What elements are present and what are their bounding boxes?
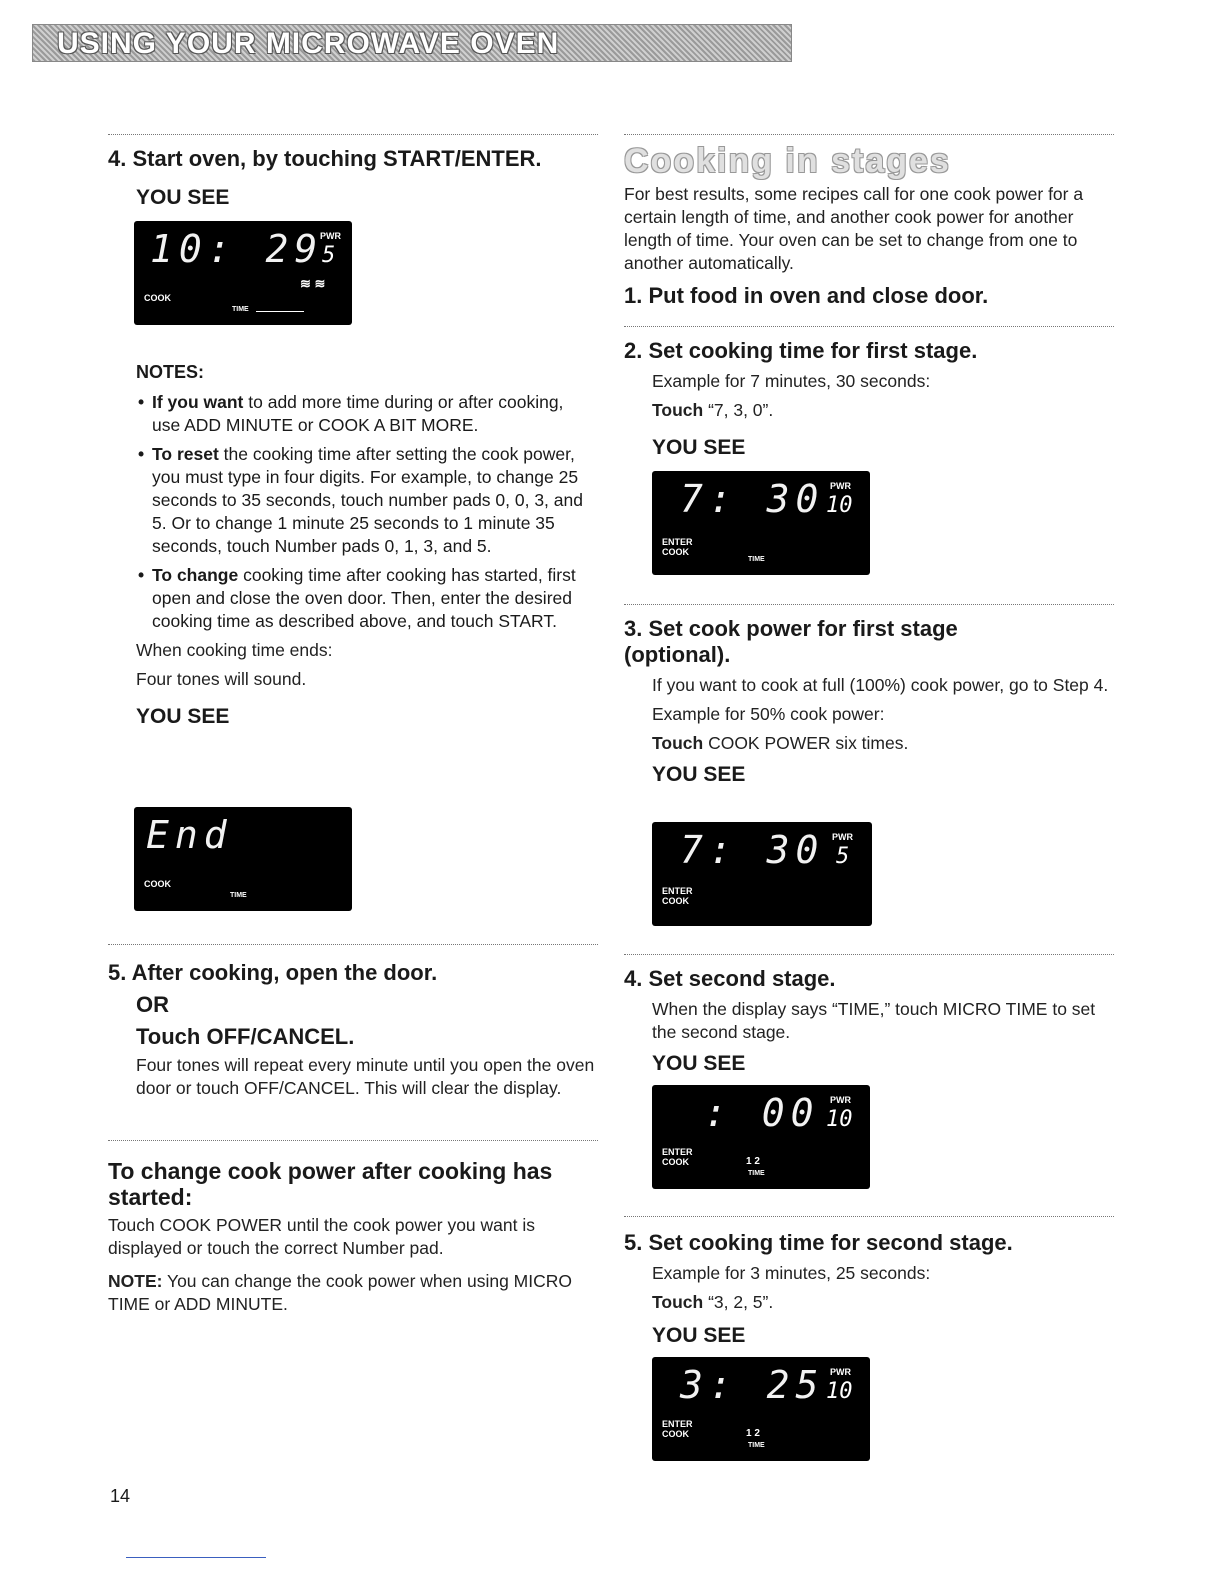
you-see-label: YOU SEE [136,186,230,209]
display-time-label: TIME [748,556,765,563]
display-pwr-label: PWR [320,231,341,241]
display-stage-label: 1 2 [746,1156,760,1167]
right-step5-block [624,1230,1114,1348]
notes-title: NOTES: [136,362,205,382]
list-item: • If you want to add more time during or after cooking, use ADD MINUTE or COOK A BIT MORE. [136,391,596,437]
oven-display [652,471,870,575]
you-see-label: YOU SEE [652,1324,746,1347]
display-stage-label: 1 2 [746,1428,760,1439]
ends-text-1: When cooking time ends: [136,640,333,660]
step-title: 4. Start oven, by touching START/ENTER. [108,146,542,171]
change-power-body: Touch COOK POWER until the cook power you want is displayed or touch the correct Number pad. [108,1215,535,1258]
display-cook-label: COOK [662,896,689,906]
display-digits: 7: 30 [680,828,825,872]
divider [624,326,1114,327]
display-digits: End [146,813,233,857]
display-cook-label: COOK [144,293,171,303]
oven-display [134,807,352,911]
step-title: 3. Set cook power for first stage (optional). [624,616,958,667]
left-step4-heading-block [108,146,598,172]
oven-display [652,822,872,926]
step-example: Example for 3 minutes, 25 seconds: [652,1263,931,1283]
step-title: 5. After cooking, open the door. [108,960,438,985]
step-example: Example for 7 minutes, 30 seconds: [652,371,931,391]
display-enter-label: ENTER [662,886,693,896]
divider [624,134,1114,135]
wave-icon: ≋ ≋ [300,276,326,291]
display-enter-label: ENTER [662,1147,693,1157]
you-see-label: YOU SEE [652,763,746,786]
oven-display [652,1357,870,1461]
divider [624,1216,1114,1217]
divider [108,134,598,135]
section-intro: For best results, some recipes call for one cook power for a certain length of time, and another cook power for another length of time. Your oven can be set to change from one to another automatically. [624,184,1084,273]
step-touch: Touch “3, 2, 5”. [652,1292,774,1312]
right-intro-block [624,142,1114,309]
display-time-label: TIME [230,892,247,899]
step-title: 1. Put food in oven and close door. [624,283,989,308]
step-touch: Touch COOK POWER six times. [652,733,909,753]
section-title: Cooking in stages [624,142,951,180]
display-pwr-label: PWR [832,832,853,842]
footer-line [126,1557,266,1558]
header-banner [32,24,792,62]
oven-display [134,221,352,325]
display-enter-label: ENTER [662,537,693,547]
you-see-label: YOU SEE [652,1052,746,1075]
right-step3-block [624,616,1114,787]
list-item: • To reset the cooking time after setting the cook power, you must type in four digits. For example, to change 25 seconds to 35 seconds, touch number pads 0, 0, 3, and 5. Or to change 1 minute 25 seconds to 1 minute 35 seconds, touch Number pads 0, 1, 3, and 5. [136,443,596,558]
display-digits: 7: 30 [680,477,825,521]
left-you-see-1 [136,186,229,210]
right-step2-block [624,338,1114,460]
divider [108,944,598,945]
step-title-or: OR [136,992,169,1017]
display-cook-label: COOK [662,547,689,557]
page-number: 14 [110,1486,131,1506]
right-step4-block [624,966,1114,1076]
divider [624,604,1114,605]
step-title: 5. Set cooking time for second stage. [624,1230,1013,1255]
left-step5-block [108,960,598,1100]
display-time-label: TIME [232,306,249,313]
oven-display [652,1085,870,1189]
display-digits: : 00 [704,1091,820,1135]
step-body: Four tones will repeat every minute until you open the oven door or touch OFF/CANCEL. This will clear the display. [136,1055,595,1098]
display-pwr-value: 5 [836,844,850,869]
step-touch: Touch “7, 3, 0”. [652,400,774,420]
display-time-label: TIME [748,1442,765,1449]
display-cook-label: COOK [144,879,171,889]
notes-list [136,391,596,633]
change-power-note: NOTE: You can change the cook power when using MICRO TIME or ADD MINUTE. [108,1271,573,1314]
display-digits: 3: 25 [680,1363,825,1407]
you-see-label: YOU SEE [652,436,746,459]
step-body: When the display says “TIME,” touch MICRO TIME to set the second stage. [652,999,1096,1042]
step-title-cancel: Touch OFF/CANCEL. [136,1024,355,1049]
display-time-label: TIME [748,1170,765,1177]
display-pwr-value: 10 [826,1379,853,1404]
display-pwr-value: 5 [322,243,336,268]
you-see-label: YOU SEE [136,705,230,728]
banner-title: USING YOUR MICROWAVE OVEN [57,27,560,60]
change-power-block [108,1158,588,1316]
step-body: If you want to cook at full (100%) cook power, go to Step 4. [652,675,1109,695]
display-time-bar [256,311,304,312]
divider [624,954,1114,955]
step-title: 4. Set second stage. [624,966,836,991]
step-example: Example for 50% cook power: [652,704,885,724]
display-pwr-value: 10 [826,493,853,518]
display-pwr-value: 10 [826,1107,853,1132]
divider [108,1140,598,1141]
display-pwr-label: PWR [830,1095,851,1105]
display-enter-label: ENTER [662,1419,693,1429]
display-pwr-label: PWR [830,1367,851,1377]
list-item: • To change cooking time after cooking has started, first open and close the oven door. Then, enter the desired cooking time as described above, and touch START. [136,564,596,633]
display-cook-label: COOK [662,1429,689,1439]
notes-block [136,362,596,729]
step-title: 2. Set cooking time for first stage. [624,338,978,363]
ends-text-2: Four tones will sound. [136,669,307,689]
display-digits: 10: 29 [150,227,324,271]
change-power-title: To change cook power after cooking has started: [108,1158,553,1210]
display-pwr-label: PWR [830,481,851,491]
display-cook-label: COOK [662,1157,689,1167]
